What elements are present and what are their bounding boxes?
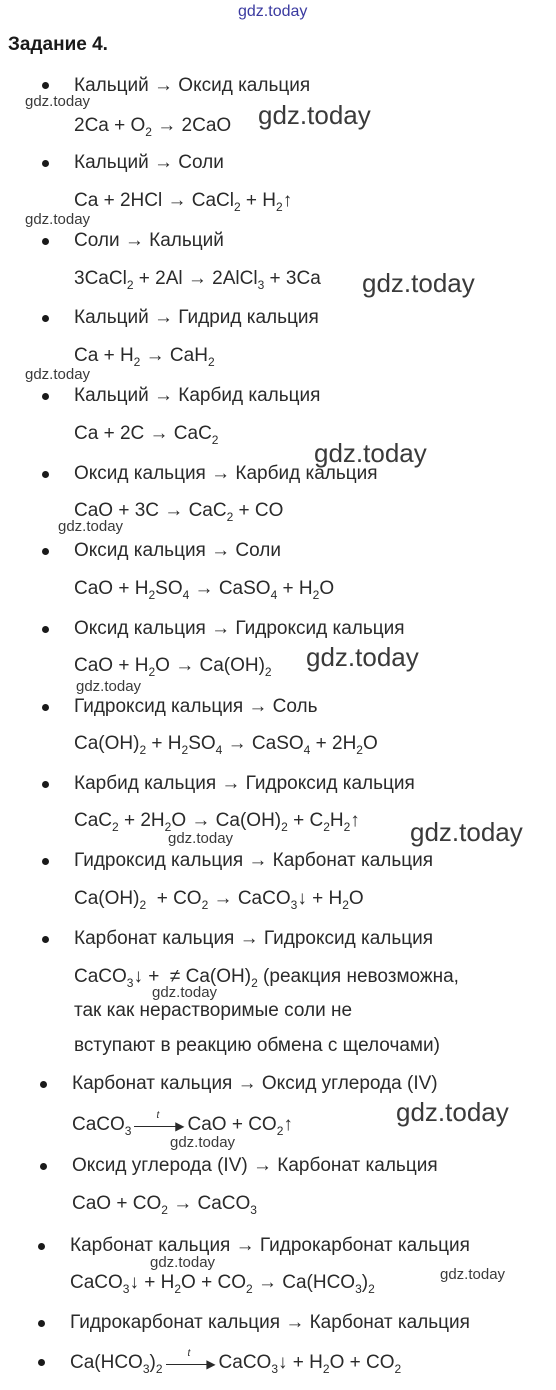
equation: CaO + $CO_2$ → CaCO$_3$ (72, 1193, 257, 1217)
bullet (42, 471, 49, 478)
bullet (40, 1081, 47, 1088)
equation: CaCO$_3$ t ▶ CaO + $CO_2↑$ (72, 1110, 293, 1138)
item-label: Оксид кальция → Карбид кальция (74, 463, 378, 484)
page-title: Задание 4. (8, 34, 108, 55)
watermark: gdz.today (396, 1097, 509, 1127)
bullet (38, 1359, 45, 1366)
equation: $Ca + H_2 \to CaH_2$ (74, 345, 215, 369)
watermark: gdz.today (150, 1254, 216, 1271)
equation: CaCO$_3$↓ + ≠ $Ca(OH)_2$ (реакция невозможна, (74, 966, 459, 990)
equation: $Ca(OH)_2 + H_2SO_4$ → CaSO$_4$ + $2H_2O$ (74, 733, 378, 757)
watermark: gdz.today (314, 438, 427, 468)
note-line: так как нерастворимые соли не (74, 1000, 353, 1021)
bullet (42, 781, 49, 788)
bullet (38, 1320, 45, 1327)
equation: $2Ca + O_2 \to 2CaO$ (74, 115, 232, 139)
watermark: gdz.today (362, 268, 475, 298)
bullet (42, 704, 49, 711)
item-label: Оксид углерода (IV) → Карбонат кальция (72, 1155, 438, 1176)
equation: CaO + 3C → CaC$_2$ + CO (74, 500, 284, 524)
watermark: gdz.today (152, 984, 218, 1001)
equation: $Ca(OH)_2 + CO_2$ → CaCO$_3$↓ + $H_2O$ (74, 888, 364, 912)
item-label: Гидроксид кальция → Карбонат кальция (74, 850, 434, 871)
equation: 3CaCl$_2$ + 2Al → 2AlCl$_3$ + 3Ca (74, 268, 321, 292)
heating-arrow: t ▶ (166, 1358, 216, 1368)
bullet (42, 936, 49, 943)
item-label: Кальций → Оксид кальция (74, 75, 311, 96)
watermark: gdz.today (25, 93, 91, 110)
item-label: Карбонат кальция → Гидроксид кальция (74, 928, 434, 949)
watermark: gdz.today (238, 3, 308, 20)
watermark: gdz.today (25, 366, 91, 383)
note-line: вступают в реакцию обмена с щелочами) (74, 1035, 440, 1056)
equation: Ca + 2HCl → CaCl$_2$ + $H_2↑$ (74, 190, 293, 214)
watermark: gdz.today (258, 100, 371, 130)
bullet (40, 1163, 47, 1170)
item-label: Кальций → Соли (74, 152, 224, 173)
item-label: Гидроксид кальция → Соль (74, 696, 318, 717)
equation: CaO + $H_2O \to Ca(OH)_2$ (74, 655, 272, 679)
watermark: gdz.today (76, 678, 142, 695)
bullet (42, 315, 49, 322)
item-label: Карбонат кальция → Гидрокарбонат кальция (70, 1235, 470, 1256)
item-label: Карбид кальция → Гидроксид кальция (74, 773, 415, 794)
item-label: Карбонат кальция → Оксид углерода (IV) (72, 1073, 438, 1094)
watermark: gdz.today (410, 817, 523, 847)
equation: $CaC_2 + 2H_2O \to Ca(OH)_2$ + $C_2H_2↑$ (74, 810, 360, 834)
note-line: (реакция невозможна, (263, 966, 459, 987)
watermark: gdz.today (25, 211, 91, 228)
watermark: gdz.today (58, 518, 124, 535)
heating-arrow: t ▶ (134, 1120, 184, 1130)
bullet (42, 626, 49, 633)
item-label: Соли → Кальций (74, 230, 224, 251)
item-label: Кальций → Карбид кальция (74, 385, 321, 406)
bullet (42, 82, 49, 89)
equation: Ca + 2C → CaC$_2$ (74, 423, 219, 447)
item-label: Гидрокарбонат кальция → Карбонат кальция (70, 1312, 470, 1333)
bullet (42, 160, 49, 167)
watermark: gdz.today (170, 1134, 236, 1151)
equation: CaO + $H_2SO_4$ → CaSO$_4$ + $H_2O$ (74, 578, 335, 602)
item-label: Оксид кальция → Соли (74, 540, 281, 561)
bullet (42, 393, 49, 400)
item-label: Оксид кальция → Гидроксид кальция (74, 618, 405, 639)
equation: CaCO$_3$↓ + $H_2O + CO_2 \to Ca(HCO_3)_2$ (70, 1272, 375, 1296)
bullet (42, 238, 49, 245)
bullet (42, 548, 49, 555)
bullet (42, 858, 49, 865)
watermark: gdz.today (168, 830, 234, 847)
bullet (38, 1243, 45, 1250)
equation: $Ca(HCO_3)_2$ t ▶ CaCO$_3$↓ + $H_2O + CO_2$ (70, 1348, 402, 1376)
watermark: gdz.today (306, 642, 419, 672)
item-label: Кальций → Гидрид кальция (74, 307, 319, 328)
watermark: gdz.today (440, 1266, 506, 1283)
